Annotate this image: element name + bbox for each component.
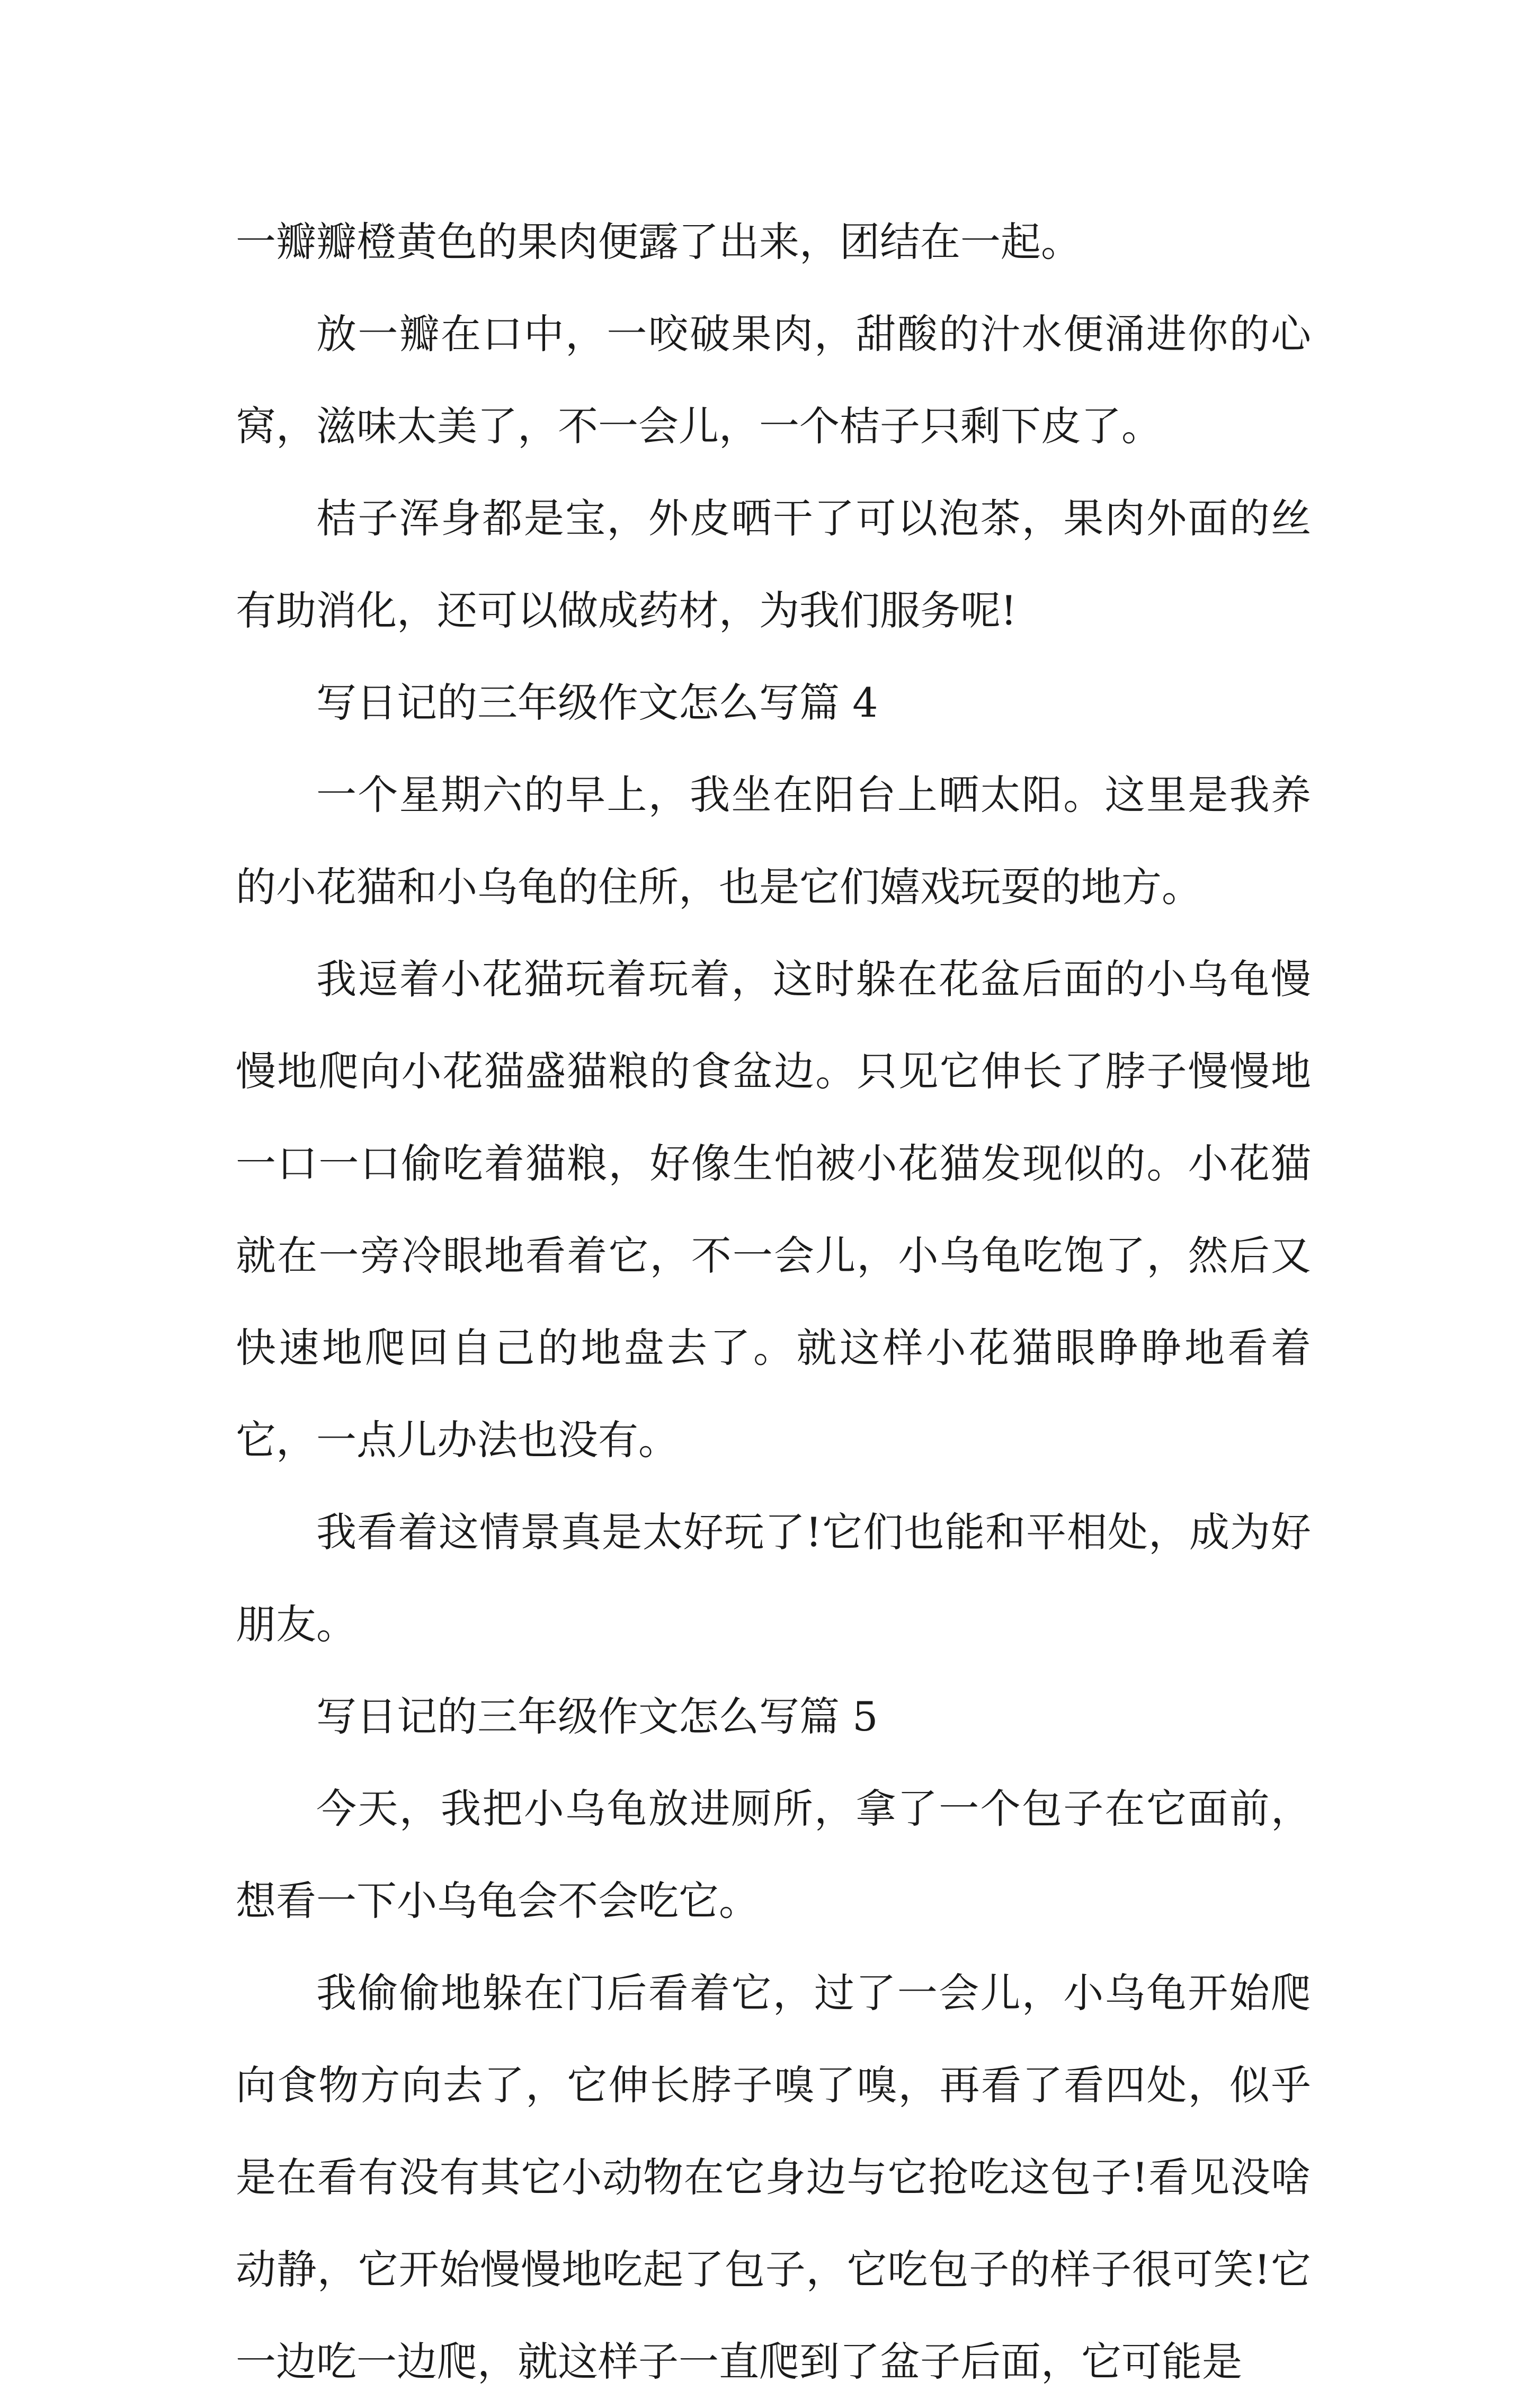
paragraph: 我偷偷地躲在门后看着它，过了一会儿，小乌龟开始爬向食物方向去了，它伸长脖子嗅了嗅，再看了看四处，似乎是在看有没有其它小动物在它身边与它抢吃这包子!看见没啥动静，它开始慢慢地吃起了包子，它吃包子的样子很可笑!它一边吃一边爬，就这样子一直爬到了盆子后面，它可能是 — [236, 1969, 1311, 2385]
document-body — [236, 196, 1311, 2408]
paragraph: 一个星期六的早上，我坐在阳台上晒太阳。这里是我养的小花猫和小乌龟的住所，也是它们嬉戏玩耍的地方。 — [236, 771, 1311, 911]
paragraph: 我看着这情景真是太好玩了!它们也能和平相处，成为好朋友。 — [236, 1509, 1311, 1648]
paragraph: 今天，我把小乌龟放进厕所，拿了一个包子在它面前，想看一下小乌龟会不会吃它。 — [236, 1785, 1311, 1924]
section-heading: 写日记的三年级作文怎么写篇 4 — [316, 679, 878, 726]
paragraph: 桔子浑身都是宝，外皮晒干了可以泡茶，果肉外面的丝有助消化，还可以做成药材，为我们服务呢! — [236, 495, 1311, 634]
paragraph: 我逗着小花猫玩着玩着，这时躲在花盆后面的小乌龟慢慢地爬向小花猫盛猫粮的食盆边。只见它伸长了脖子慢慢地一口一口偷吃着猫粮，好像生怕被小花猫发现似的。小花猫就在一旁冷眼地看着它，不一会儿，小乌龟吃饱了，然后又快速地爬回自己的地盘去了。就这样小花猫眼睁睁地看着它，一点儿办法也没有。 — [236, 956, 1311, 1464]
paragraph: 放一瓣在口中，一咬破果肉，甜酸的汁水便涌进你的心窝，滋味太美了，不一会儿，一个桔子只剩下皮了。 — [236, 310, 1311, 450]
section-heading: 写日记的三年级作文怎么写篇 5 — [316, 1693, 878, 1740]
paragraph-continuation: 一瓣瓣橙黄色的果肉便露了出来，团结在一起。 — [236, 218, 1081, 265]
